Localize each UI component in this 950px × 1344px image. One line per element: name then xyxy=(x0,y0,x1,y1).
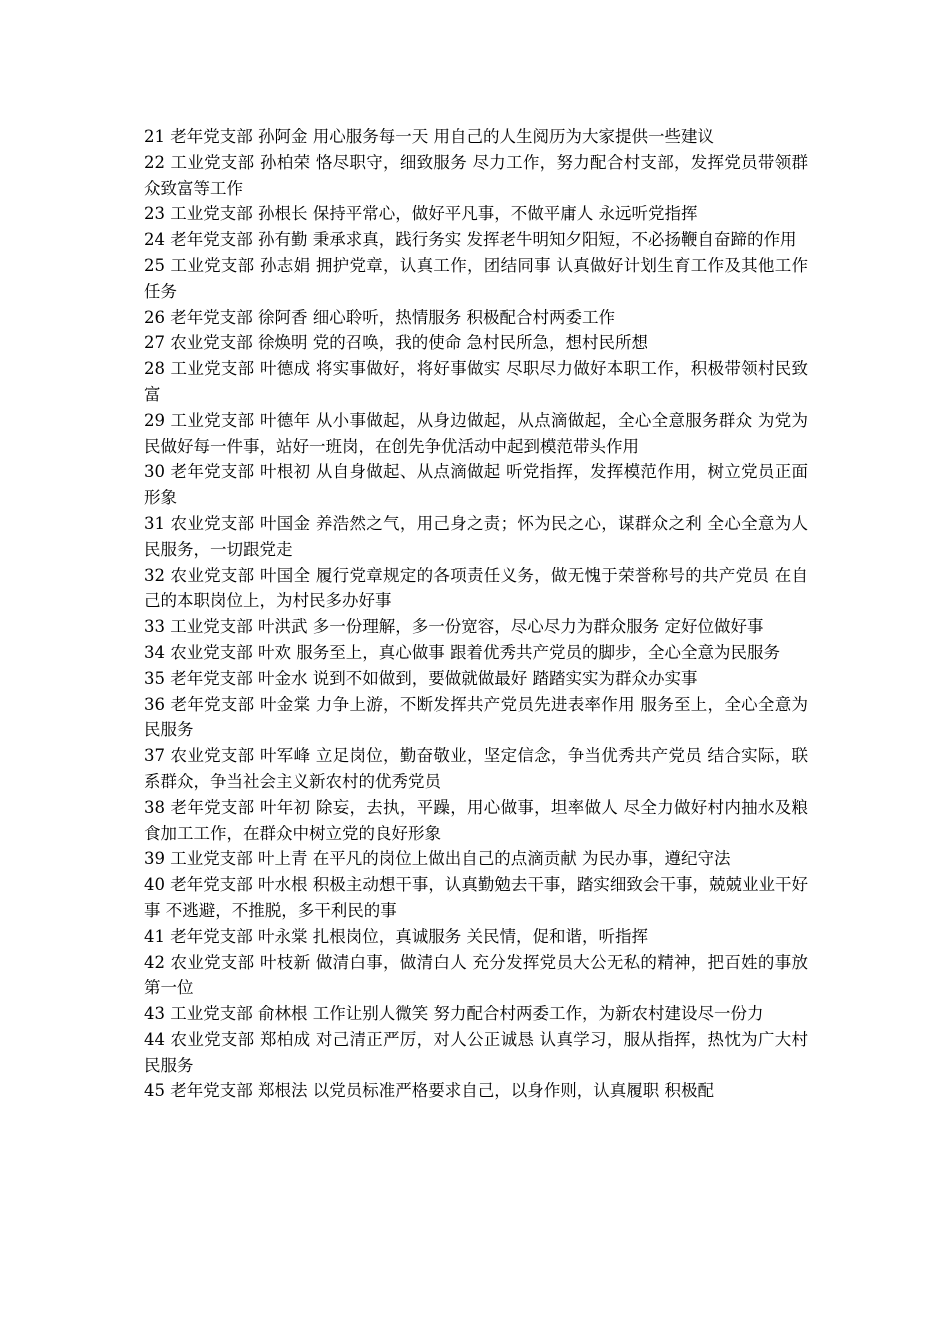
list-item: 32 农业党支部 叶国全 履行党章规定的各项责任义务，做无愧于荣誉称号的共产党员 在自己的本职岗位上，为村民多办好事 xyxy=(144,565,808,611)
document-body xyxy=(144,124,808,1104)
list-item: 26 老年党支部 徐阿香 细心聆听，热情服务 积极配合村两委工作 xyxy=(144,307,615,327)
list-item: 43 工业党支部 俞林根 工作让别人微笑 努力配合村两委工作，为新农村建设尽一份力 xyxy=(144,1004,764,1024)
list-item: 30 老年党支部 叶根初 从自身做起、从点滴做起 听党指挥，发挥模范作用，树立党员正面形象 xyxy=(144,462,808,508)
list-item: 40 老年党支部 叶水根 积极主动想干事，认真勤勉去干事，踏实细致会干事，兢兢业业干好事 不逃避，不推脱，多干利民的事 xyxy=(144,875,808,920)
list-item: 21 老年党支部 孙阿金 用心服务每一天 用自己的人生阅历为大家提供一些建议 xyxy=(144,127,714,146)
list-item: 38 老年党支部 叶年初 除妄，去执，平躁，用心做事，坦率做人 尽全力做好村内抽水及粮食加工工作，在群众中树立党的良好形象 xyxy=(144,797,808,843)
list-item: 22 工业党支部 孙柏荣 恪尽职守，细致服务 尽力工作，努力配合村支部，发挥党员带领群众致富等工作 xyxy=(144,152,808,198)
list-item: 35 老年党支部 叶金水 说到不如做到，要做就做最好 踏踏实实为群众办实事 xyxy=(144,668,698,688)
list-item: 45 老年党支部 郑根法 以党员标准严格要求自己，以身作则，认真履职 积极配 xyxy=(144,1081,714,1101)
list-item: 34 农业党支部 叶欢 服务至上，真心做事 跟着优秀共产党员的脚步，全心全意为民服务 xyxy=(144,642,780,662)
list-item: 36 老年党支部 叶金棠 力争上游，不断发挥共产党员先进表率作用 服务至上，全心全意为民服务 xyxy=(144,694,808,740)
list-item: 27 农业党支部 徐焕明 党的召唤，我的使命 急村民所急，想村民所想 xyxy=(144,333,648,353)
list-item: 24 老年党支部 孙有勤 秉承求真，践行务实 发挥老牛明知夕阳短，不必扬鞭自奋蹄的作用 xyxy=(144,230,797,250)
list-item: 23 工业党支部 孙根长 保持平常心，做好平凡事，不做平庸人 永远听党指挥 xyxy=(144,204,698,224)
list-item: 33 工业党支部 叶洪武 多一份理解，多一份宽容，尽心尽力为群众服务 定好位做好事 xyxy=(144,617,764,637)
list-item: 31 农业党支部 叶国金 养浩然之气，用己身之责；怀为民之心，谋群众之利 全心全意为人民服务，一切跟党走 xyxy=(144,513,808,559)
list-item: 41 老年党支部 叶永棠 扎根岗位，真诚服务 关民情，促和谐，听指挥 xyxy=(144,926,648,946)
list-item: 37 农业党支部 叶军峰 立足岗位，勤奋敬业，坚定信念，争当优秀共产党员 结合实际，联系群众，争当社会主义新农村的优秀党员 xyxy=(144,746,808,791)
list-item: 42 农业党支部 叶枝新 做清白事，做清白人 充分发挥党员大公无私的精神，把百姓的事放第一位 xyxy=(144,952,808,998)
list-item: 29 工业党支部 叶德年 从小事做起，从身边做起，从点滴做起，全心全意服务群众 为党为民做好每一件事，站好一班岗，在创先争优活动中起到模范带头作用 xyxy=(144,410,808,456)
list-item: 39 工业党支部 叶上青 在平凡的岗位上做出自己的点滴贡献 为民办事，遵纪守法 xyxy=(144,849,731,869)
list-item: 25 工业党支部 孙志娟 拥护党章，认真工作，团结同事 认真做好计划生育工作及其他工作任务 xyxy=(144,255,808,301)
list-item: 28 工业党支部 叶德成 将实事做好，将好事做实 尽职尽力做好本职工作，积极带领村民致富 xyxy=(144,359,808,404)
list-item: 44 农业党支部 郑柏成 对己清正严厉，对人公正诚恳 认真学习，服从指挥，热忱为广大村民服务 xyxy=(144,1029,808,1075)
